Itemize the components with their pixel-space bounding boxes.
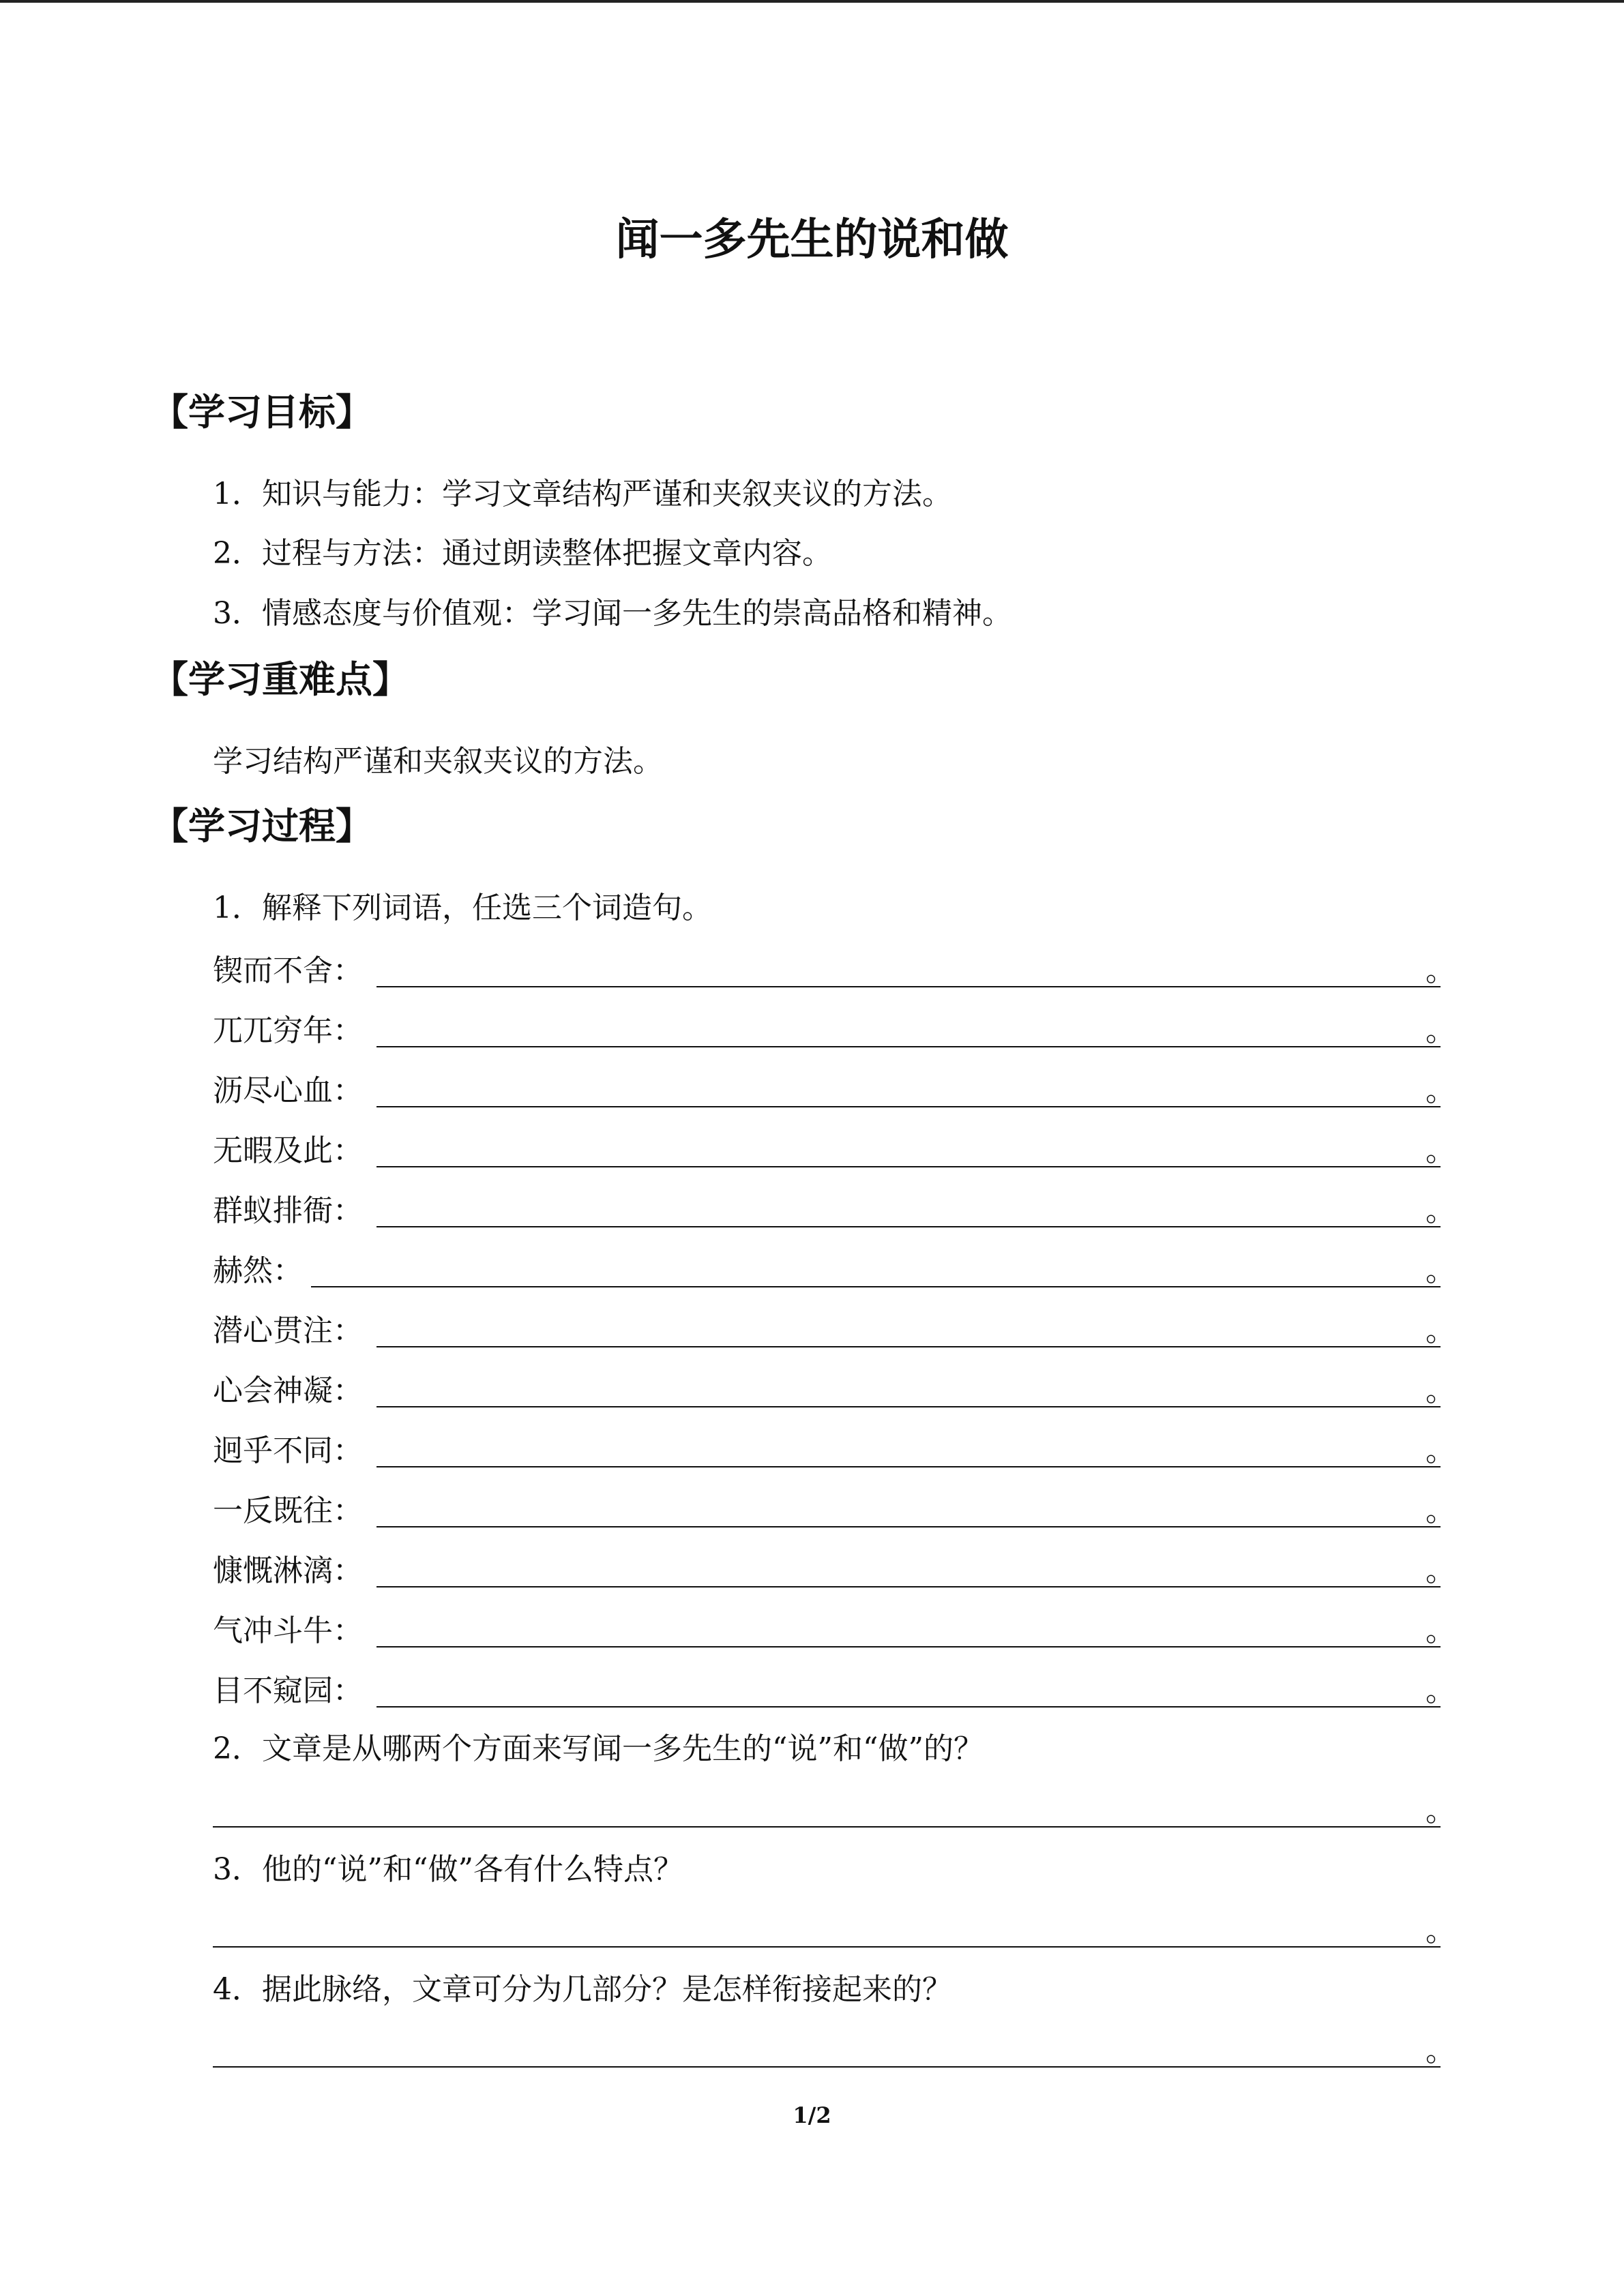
answer-blank[interactable] <box>377 1166 1441 1167</box>
vocab-term: 气冲斗牛： <box>213 1613 363 1648</box>
goal-item-1: 1．知识与能力：学习文章结构严谨和夹叙夹议的方法。 <box>213 477 952 511</box>
question-3: 3．他的“说”和“做”各有什么特点？ <box>213 1852 683 1887</box>
vocab-row <box>213 1248 1456 1292</box>
vocab-row <box>213 1608 1456 1652</box>
page-number: 1/2 <box>793 2102 831 2128</box>
period-mark: 。 <box>1426 1613 1456 1648</box>
answer-row-q3 <box>213 1908 1456 1952</box>
vocab-row <box>213 948 1456 992</box>
period-mark: 。 <box>1426 953 1456 988</box>
period-mark: 。 <box>1426 2033 1456 2068</box>
question-1: 1．解释下列词语，任选三个词造句。 <box>213 891 712 925</box>
answer-blank[interactable] <box>377 1706 1441 1708</box>
vocab-row <box>213 1128 1456 1172</box>
vocab-row <box>213 1068 1456 1112</box>
question-4: 4．据此脉络，文章可分为几部分？是怎样衔接起来的？ <box>213 1972 952 2007</box>
vocab-term: 群蚁排衙： <box>213 1193 363 1228</box>
vocab-row <box>213 1488 1456 1532</box>
vocab-term: 锲而不舍： <box>213 953 363 988</box>
period-mark: 。 <box>1426 1913 1456 1948</box>
vocab-row <box>213 1008 1456 1052</box>
vocab-term: 赫然： <box>213 1253 303 1288</box>
vocab-row <box>213 1368 1456 1412</box>
period-mark: 。 <box>1426 1013 1456 1048</box>
answer-blank[interactable] <box>377 1346 1441 1347</box>
answer-blank[interactable] <box>377 1646 1441 1648</box>
vocab-term: 目不窥园： <box>213 1673 363 1708</box>
answer-blank[interactable] <box>213 2066 1441 2068</box>
vocab-term: 潜心贯注： <box>213 1313 363 1348</box>
period-mark: 。 <box>1426 1793 1456 1828</box>
vocab-term: 心会神凝： <box>213 1373 363 1408</box>
period-mark: 。 <box>1426 1253 1456 1288</box>
vocab-row <box>213 1668 1456 1712</box>
answer-blank[interactable] <box>311 1286 1441 1287</box>
answer-blank[interactable] <box>377 986 1441 987</box>
vocab-row <box>213 1188 1456 1232</box>
goal-item-2: 2．过程与方法：通过朗读整体把握文章内容。 <box>213 536 832 571</box>
section-heading-key-points: 【学习重难点】 <box>151 658 409 701</box>
period-mark: 。 <box>1426 1493 1456 1528</box>
period-mark: 。 <box>1426 1313 1456 1348</box>
period-mark: 。 <box>1426 1133 1456 1168</box>
answer-blank[interactable] <box>377 1586 1441 1587</box>
vocab-term: 迥乎不同： <box>213 1433 363 1468</box>
vocab-term: 无暇及此： <box>213 1133 363 1168</box>
vocab-term: 兀兀穷年： <box>213 1013 363 1048</box>
answer-blank[interactable] <box>213 1946 1441 1948</box>
answer-row-q2 <box>213 1788 1456 1832</box>
vocab-term: 慷慨淋漓： <box>213 1553 363 1588</box>
answer-blank[interactable] <box>377 1226 1441 1227</box>
period-mark: 。 <box>1426 1073 1456 1108</box>
section-heading-goals: 【学习目标】 <box>151 391 372 434</box>
answer-blank[interactable] <box>377 1406 1441 1407</box>
period-mark: 。 <box>1426 1433 1456 1468</box>
answer-blank[interactable] <box>377 1466 1441 1467</box>
vocab-row <box>213 1308 1456 1352</box>
vocab-row <box>213 1548 1456 1592</box>
section-heading-process: 【学习过程】 <box>151 805 372 848</box>
goal-item-3: 3．情感态度与价值观：学习闻一多先生的崇高品格和精神。 <box>213 596 1012 631</box>
vocab-row <box>213 1428 1456 1472</box>
answer-blank[interactable] <box>213 1826 1441 1828</box>
period-mark: 。 <box>1426 1673 1456 1708</box>
period-mark: 。 <box>1426 1193 1456 1228</box>
page-title: 闻一多先生的说和做 <box>615 215 1009 265</box>
vocab-term: 沥尽心血： <box>213 1073 363 1108</box>
answer-blank[interactable] <box>377 1106 1441 1107</box>
period-mark: 。 <box>1426 1373 1456 1408</box>
answer-blank[interactable] <box>377 1046 1441 1047</box>
answer-blank[interactable] <box>377 1526 1441 1527</box>
question-2: 2．文章是从哪两个方面来写闻一多先生的“说”和“做”的？ <box>213 1731 984 1766</box>
vocab-term: 一反既往： <box>213 1493 363 1528</box>
answer-row-q4 <box>213 2028 1456 2072</box>
key-points-text: 学习结构严谨和夹叙夹议的方法。 <box>213 744 663 779</box>
period-mark: 。 <box>1426 1553 1456 1588</box>
